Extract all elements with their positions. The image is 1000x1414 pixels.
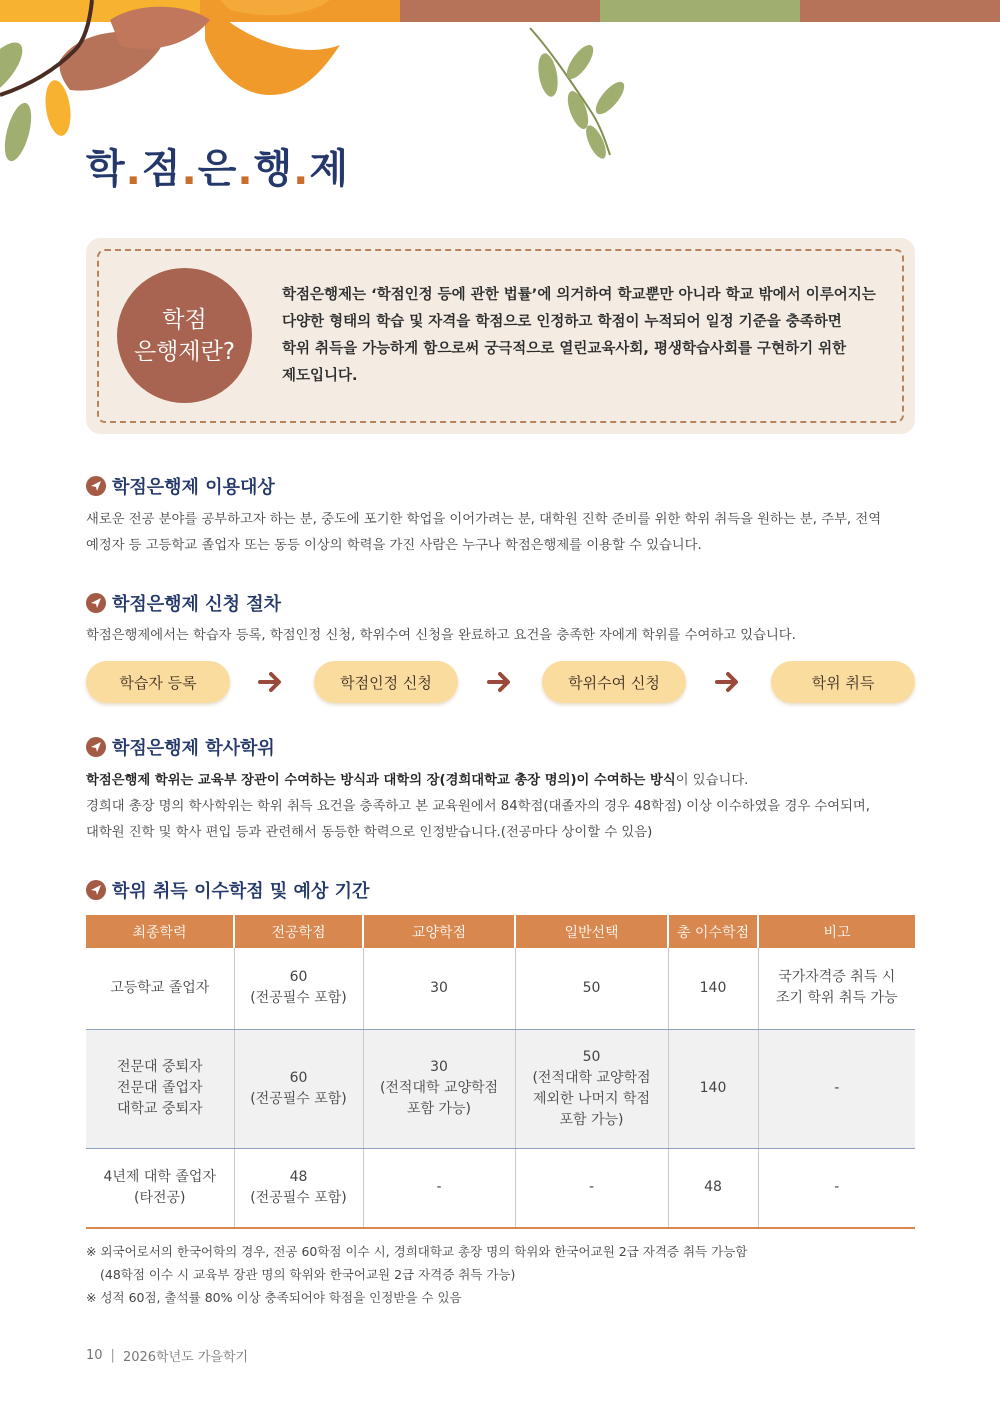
send-arrow-icon: [86, 737, 106, 757]
color-segment: [600, 0, 800, 22]
cell-line: (전공필수 포함): [250, 1189, 347, 1206]
right-arrow-icon: [715, 670, 741, 694]
credits-table: [86, 915, 915, 1229]
table-row: [86, 1029, 915, 1148]
step-pill: 학위수여 신청: [542, 661, 686, 703]
color-segment: [200, 0, 400, 22]
page-title: [86, 138, 349, 194]
cell-line: 60: [289, 1069, 308, 1086]
column-header: 최종학력: [86, 915, 234, 948]
cell-line: -: [834, 1080, 840, 1096]
bold-statement: 학점은행제 학위는 교육부 장관이 수여하는 방식과 대학의 장(경희대학교 총장 명의)이 수여하는 방식: [86, 773, 676, 788]
cell-line: -: [588, 1179, 595, 1196]
intro-badge-line: 은행제란?: [133, 338, 236, 365]
table-row: [86, 948, 915, 1029]
cell-line: 대학교 중퇴자: [116, 1101, 203, 1117]
table-header-row: [86, 915, 915, 948]
intro-badge-line: 학점: [162, 306, 207, 333]
column-header: 전공학점: [234, 915, 363, 948]
brown-leaf-icon: [59, 32, 165, 91]
green-leaf-icon: [582, 123, 610, 162]
title-dot: .: [125, 148, 142, 194]
cell-major: [234, 1029, 363, 1148]
footnote: (48학점 이수 시 교육부 장관 명의 학위와 한국어교원 2급 자격증 취득 가능): [100, 1267, 516, 1282]
cell-line: 50: [582, 1048, 601, 1065]
table-row: [86, 1148, 915, 1228]
target-paragraph: [86, 507, 916, 559]
paragraph-line: 학점은행제에서는 학습자 등록, 학점인정 신청, 학위수여 신청을 완료하고 요건을 충족한 자에게 학위를 수여하고 있습니다.: [86, 628, 796, 643]
section-heading-text: 학점은행제 학사학위: [112, 738, 275, 759]
color-segment: [400, 0, 600, 22]
intro-line: 다양한 형태의 학습 및 자격을 학점으로 인정하고 학점이 누적되어 일정 기준을 충족하면: [282, 314, 842, 330]
cell-total: 140: [668, 948, 758, 1029]
cell-line: 고등학교 졸업자: [110, 979, 210, 996]
intro-line: 학위 취득을 가능하게 함으로써 궁극적으로 열린교육사회, 평생학습사회를 구현하기 위한: [282, 341, 847, 357]
top-color-bar: [0, 0, 1000, 22]
send-arrow-icon: [86, 476, 106, 496]
cell-line: 조기 학위 취득 가능: [775, 990, 898, 1007]
footer-term: 2026학년도 가을학기: [122, 1350, 249, 1365]
title-char: 점: [141, 146, 182, 192]
sprig-stem-icon: [530, 28, 610, 155]
cell-education: [86, 948, 234, 1029]
right-arrow-icon: [258, 670, 284, 694]
cell-line: 30: [430, 1059, 448, 1075]
step-pill: 학습자 등록: [86, 661, 230, 703]
cell-liberal: [363, 948, 515, 1029]
send-arrow-icon: [86, 593, 106, 613]
color-segment: [0, 0, 200, 22]
title-char: 학: [86, 146, 126, 192]
cell-line: 48: [289, 1168, 308, 1185]
column-header: 일반선택: [515, 915, 668, 948]
cell-line: 국가자격증 취득 시: [778, 969, 896, 986]
footnotes: [86, 1240, 747, 1309]
yellow-leaf-icon: [42, 79, 74, 138]
procedure-paragraph: [86, 623, 916, 649]
cell-line: (전적대학 교양학점: [379, 1080, 499, 1096]
paragraph-line: [86, 768, 916, 794]
footnote: ※ 외국어로서의 한국어학의 경우, 전공 60학점 이수 시, 경희대학교 총장 명의 학위와 한국어교원 2급 자격증 취득 가능함: [86, 1244, 748, 1259]
cell-elective: [515, 1029, 668, 1148]
cell-elective: [515, 1148, 668, 1228]
page-footer: [86, 1346, 248, 1365]
intro-badge: [117, 268, 252, 403]
title-char: 제: [309, 146, 350, 192]
cell-line: 4년제 대학 졸업자: [103, 1168, 216, 1185]
title-char: 행: [253, 146, 294, 192]
footer-separator: |: [110, 1348, 115, 1363]
cell-line: -: [436, 1179, 442, 1196]
olive-leaf-icon: [0, 35, 31, 105]
title-dot: .: [181, 148, 198, 194]
section-heading-degree: [86, 734, 275, 760]
cell-line: 포함 가능): [559, 1111, 624, 1128]
green-leaf-icon: [591, 78, 629, 119]
cell-note: [758, 948, 915, 1029]
cell-liberal: [363, 1029, 515, 1148]
cell-total: 140: [668, 1029, 758, 1148]
section-heading-text: 학위 취득 이수학점 및 예상 기간: [112, 881, 370, 902]
degree-paragraph: [86, 768, 916, 846]
cell-liberal: [363, 1148, 515, 1228]
footnote: ※ 성적 60점, 출석률 80% 이상 충족되어야 학점을 인정받을 수 있음: [86, 1290, 462, 1305]
cell-line: (타전공): [134, 1189, 186, 1206]
cell-line: -: [834, 1179, 840, 1196]
cell-education: [86, 1148, 234, 1228]
section-heading-text: 학점은행제 신청 절차: [112, 594, 282, 615]
column-header: 비고: [758, 915, 915, 948]
cell-education: [86, 1029, 234, 1148]
paragraph-line: 예정자 등 고등학교 졸업자 또는 동등 이상의 학력을 가진 사람은 누구나 학점은행제를 이용할 수 있습니다.: [86, 538, 702, 553]
page-number: 10: [86, 1348, 103, 1363]
title-dot: .: [237, 148, 254, 194]
cell-line: 50: [582, 979, 601, 996]
cell-line: (전공필수 포함): [250, 990, 347, 1007]
step-pill: 학점인정 신청: [314, 661, 458, 703]
olive-leaf-icon: [0, 100, 36, 164]
cell-line: (전적대학 교양학점: [532, 1069, 651, 1086]
cell-line: 제외한 나머지 학점: [532, 1090, 651, 1107]
cell-line: (전공필수 포함): [250, 1090, 347, 1107]
column-header: 총 이수학점: [668, 915, 758, 948]
statement-tail: 이 있습니다.: [675, 773, 749, 788]
green-leaf-icon: [564, 88, 593, 131]
green-leaf-icon: [562, 41, 598, 83]
paragraph-line: 경희대 총장 명의 학사학위는 학위 취득 요건을 충족하고 본 교육원에서 84학점(대졸자의 경우 48학점) 이상 이수하였을 경우 수여되며,: [86, 799, 870, 814]
cell-major: [234, 1148, 363, 1228]
section-heading-text: 학점은행제 이용대상: [112, 477, 275, 498]
cell-total: 48: [668, 1148, 758, 1228]
intro-line: 학점은행제는 ‘학점인정 등에 관한 법률’에 의거하여 학교뿐만 아니라 학교 밖에서 이루어지는: [282, 287, 876, 303]
intro-line: 제도입니다.: [282, 368, 358, 384]
cell-line: 60: [289, 969, 308, 986]
paragraph-line: 대학원 진학 및 학사 편입 등과 관련해서 동등한 학력으로 인정받습니다.(전공마다 상이할 수 있음): [86, 825, 653, 840]
title-char: 은: [197, 146, 238, 192]
cell-note: [758, 1029, 915, 1148]
paragraph-line: 새로운 전공 분야를 공부하고자 하는 분, 중도에 포기한 학업을 이어가려는 분, 대학원 진학 준비를 위한 학위 취득을 원하는 분, 주부, 전역: [86, 512, 882, 527]
color-segment: [800, 0, 1000, 22]
cell-line: 30: [430, 979, 448, 996]
green-leaf-icon: [535, 52, 560, 98]
cell-line: 전문대 졸업자: [116, 1080, 203, 1096]
step-pill: 학위 취득: [771, 661, 915, 703]
send-arrow-icon: [86, 880, 106, 900]
cell-line: 포함 가능): [406, 1101, 471, 1117]
column-header: 교양학점: [363, 915, 515, 948]
cell-note: [758, 1148, 915, 1228]
cell-elective: [515, 948, 668, 1029]
cell-major: [234, 948, 363, 1029]
intro-description: [282, 282, 882, 390]
section-heading-procedure: [86, 590, 281, 616]
cell-line: 전문대 중퇴자: [116, 1059, 203, 1075]
section-heading-target: [86, 473, 275, 499]
section-heading-credits: [86, 877, 369, 903]
title-dot: .: [293, 148, 310, 194]
right-arrow-icon: [487, 670, 513, 694]
procedure-steps: [86, 661, 915, 703]
